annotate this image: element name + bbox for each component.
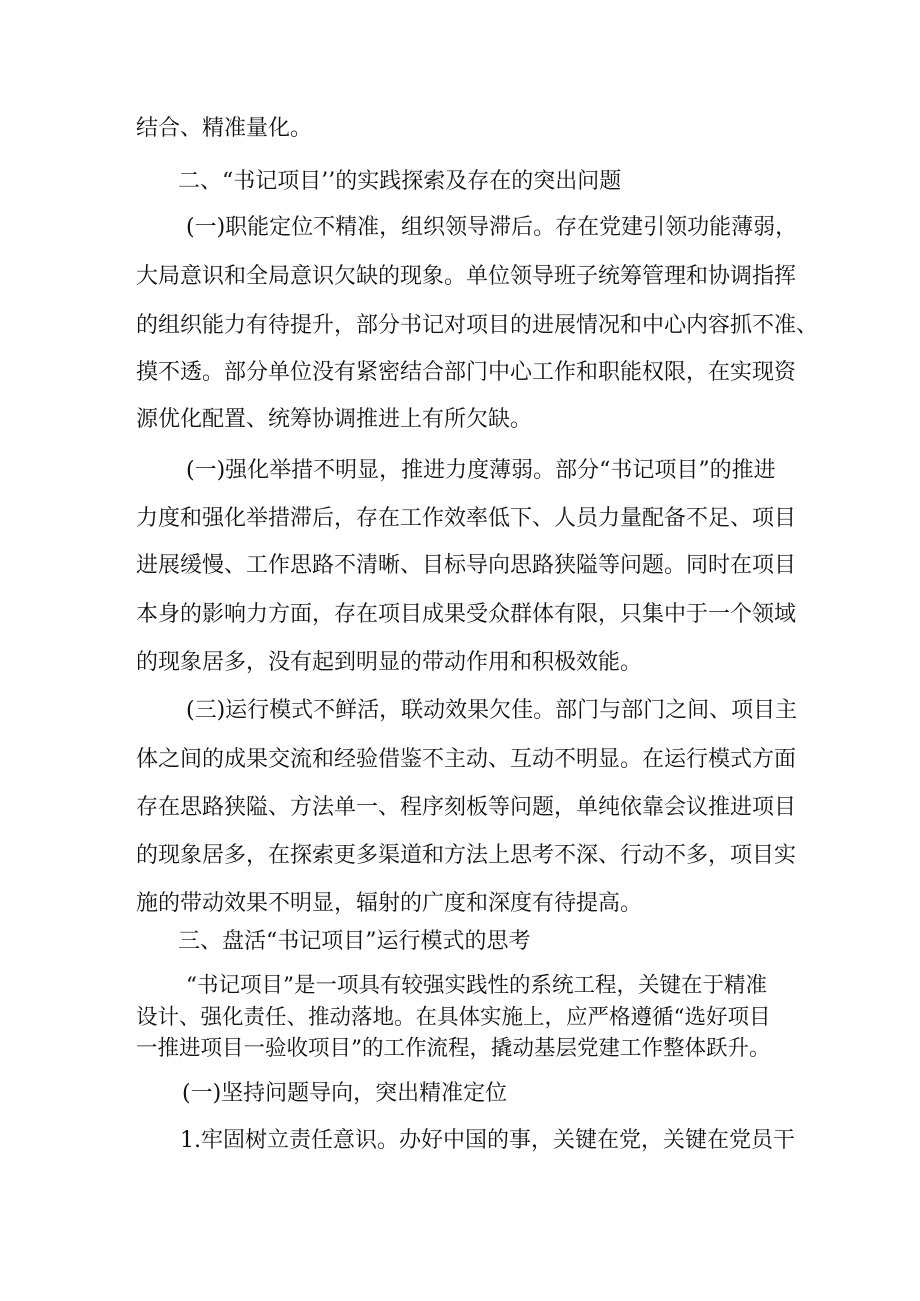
text-line: 结合、精准量化。 — [136, 116, 313, 141]
paragraph-2-line-1: (一)强化举措不明显，推进力度薄弱。部分“书记项目”的推进 — [186, 458, 776, 483]
paragraph-3-line-4: 的现象居多，在探索更多渠道和方法上思考不深、行动不多，项目实 — [136, 843, 797, 868]
subheading-1: (一)坚持问题导向，突出精准定位 — [182, 1081, 508, 1106]
paragraph-1-line-4: 摸不透。部分单位没有紧密结合部门中心工作和职能权限，在实现资 — [136, 360, 797, 385]
section-heading-3: 三、盘活“书记项目”运行模式的思考 — [178, 929, 531, 954]
paragraph-4-line-1: “书记项目”是一项具有较强实践性的系统工程，关键在于精准 — [186, 973, 767, 998]
paragraph-3-line-5: 施的带动效果不明显，辐射的广度和深度有待提高。 — [136, 891, 643, 916]
paragraph-3-line-2: 体之间的成果交流和经验借鉴不主动、互动不明显。在运行模式方面 — [136, 747, 797, 772]
paragraph-1-line-3: 的组织能力有待提升，部分书记对项目的进展情况和中心内容抓不准、 — [136, 313, 819, 338]
paragraph-2-line-4: 本身的影响力方面，存在项目成果受众群体有限，只集中于一个领域 — [136, 602, 797, 627]
paragraph-4-line-3: 一推进项目一验收项目”的工作流程，撬动基层党建工作整体跃升。 — [136, 1036, 771, 1061]
section-heading-2: 二、“书记项目’’的实践探索及存在的突出问题 — [178, 169, 622, 194]
paragraph-2-line-2: 力度和强化举措滞后，存在工作效率低下、人员力量配备不足、项目 — [136, 506, 797, 531]
paragraph-3-line-3: 存在思路狭隘、方法单一、程序刻板等问题，单纯依靠会议推进项目 — [136, 795, 797, 820]
paragraph-2-line-3: 进展缓慢、工作思路不清晰、目标导向思路狭隘等问题。同时在项目 — [136, 553, 797, 578]
paragraph-3-line-1: (三)运行模式不鲜活，联动效果欠佳。部门与部门之间、项目主 — [186, 698, 798, 723]
paragraph-2-line-5: 的现象居多，没有起到明显的带动作用和积极效能。 — [136, 650, 643, 675]
paragraph-1-line-1: (一)职能定位不精准，组织领导滞后。存在党建引领功能薄弱， — [186, 215, 798, 240]
paragraph-1-line-2: 大局意识和全局意识欠缺的现象。单位领导班子统筹管理和协调指挥 — [136, 264, 797, 289]
paragraph-4-line-2: 设计、强化责任、推动落地。在具体实施上，应严格遵循“选好项目 — [136, 1005, 771, 1030]
paragraph-1-line-5: 源优化配置、统筹协调推进上有所欠缺。 — [136, 407, 533, 432]
item-1-line: 1.牢固树立责任意识。办好中国的事，关键在党，关键在党员干 — [180, 1128, 795, 1153]
